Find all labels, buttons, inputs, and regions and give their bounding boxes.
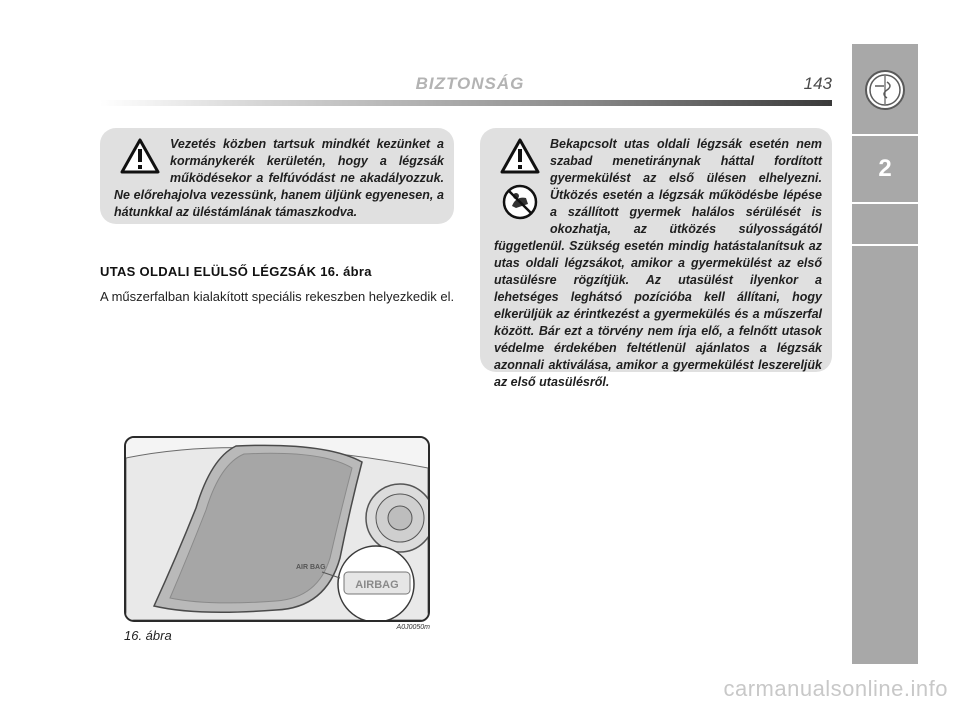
- watermark: carmanualsonline.info: [723, 676, 948, 701]
- header-rule: [100, 100, 832, 106]
- section-body: A műszerfalban kialakított speciális rekeszben helyezkedik el.: [100, 289, 455, 304]
- dashboard-illustration: [126, 438, 428, 620]
- side-logo-cell: [852, 44, 918, 134]
- airbag-figure: [124, 436, 430, 622]
- figure-code: A0J0050m: [396, 624, 430, 631]
- no-child-seat-icon: [502, 184, 538, 220]
- airbag-badge-label: AIRBAG: [355, 579, 399, 591]
- warning-triangle-icon: [500, 138, 540, 174]
- side-separator: [852, 202, 918, 204]
- section-title: BIZTONSÁG: [415, 74, 525, 93]
- warning-text-left: Vezetés közben tartsuk mindkét kezünket a kormánykerék kerületén, hogy a légzsák működésekor a felfúvódást ne akadályozzuk. Ne előrehajolva vezessünk, hanem üljünk egyenesen, a hátunkkal az üléstámlának támaszkodva.: [114, 137, 444, 219]
- warning-triangle-icon: [120, 138, 160, 174]
- page-number: 143: [803, 74, 832, 93]
- figure-caption: 16. ábra: [124, 628, 172, 643]
- warning-text-right: Bekapcsolt utas oldali légzsák esetén nem szabad menetiránynak háttal fordított gyermekülést az első ülésen elhelyezni. Ütközés esetén a légzsák működésbe lépése a szállított gyermek halálos sérülését is okozhatja, az ütközés súlyosságától függetlenül. Szükség esetén mindig hatástalanítsuk az utas oldali légzsákot, amikor a gyermekülést az első utasülésre rögzítjük. Az utasülést ilyenkor a lehetséges leghátsó pozícióba kell állítani, hogy elkerüljük az érintkezést a gyermekülés és a műszerfal között. Bár ezt a törvény nem írja elő, a felnőtt utasok védelme érdekében feltétlenül ajánlatos a légzsák azonnali aktiválása, amikor a gyermekülést leszereljük az első utasülésről.: [494, 137, 822, 389]
- side-separator: [852, 244, 918, 246]
- airbag-small-label: AIR BAG: [296, 564, 326, 571]
- warning-box-left: [100, 128, 454, 224]
- section-heading: UTAS OLDALI ELÜLSŐ LÉGZSÁK 16. ábra: [100, 264, 372, 279]
- alfa-romeo-badge-icon: [865, 70, 905, 110]
- warning-box-right: [480, 128, 832, 389]
- chapter-side-strip: [852, 44, 918, 664]
- chapter-number[interactable]: 2: [878, 155, 892, 182]
